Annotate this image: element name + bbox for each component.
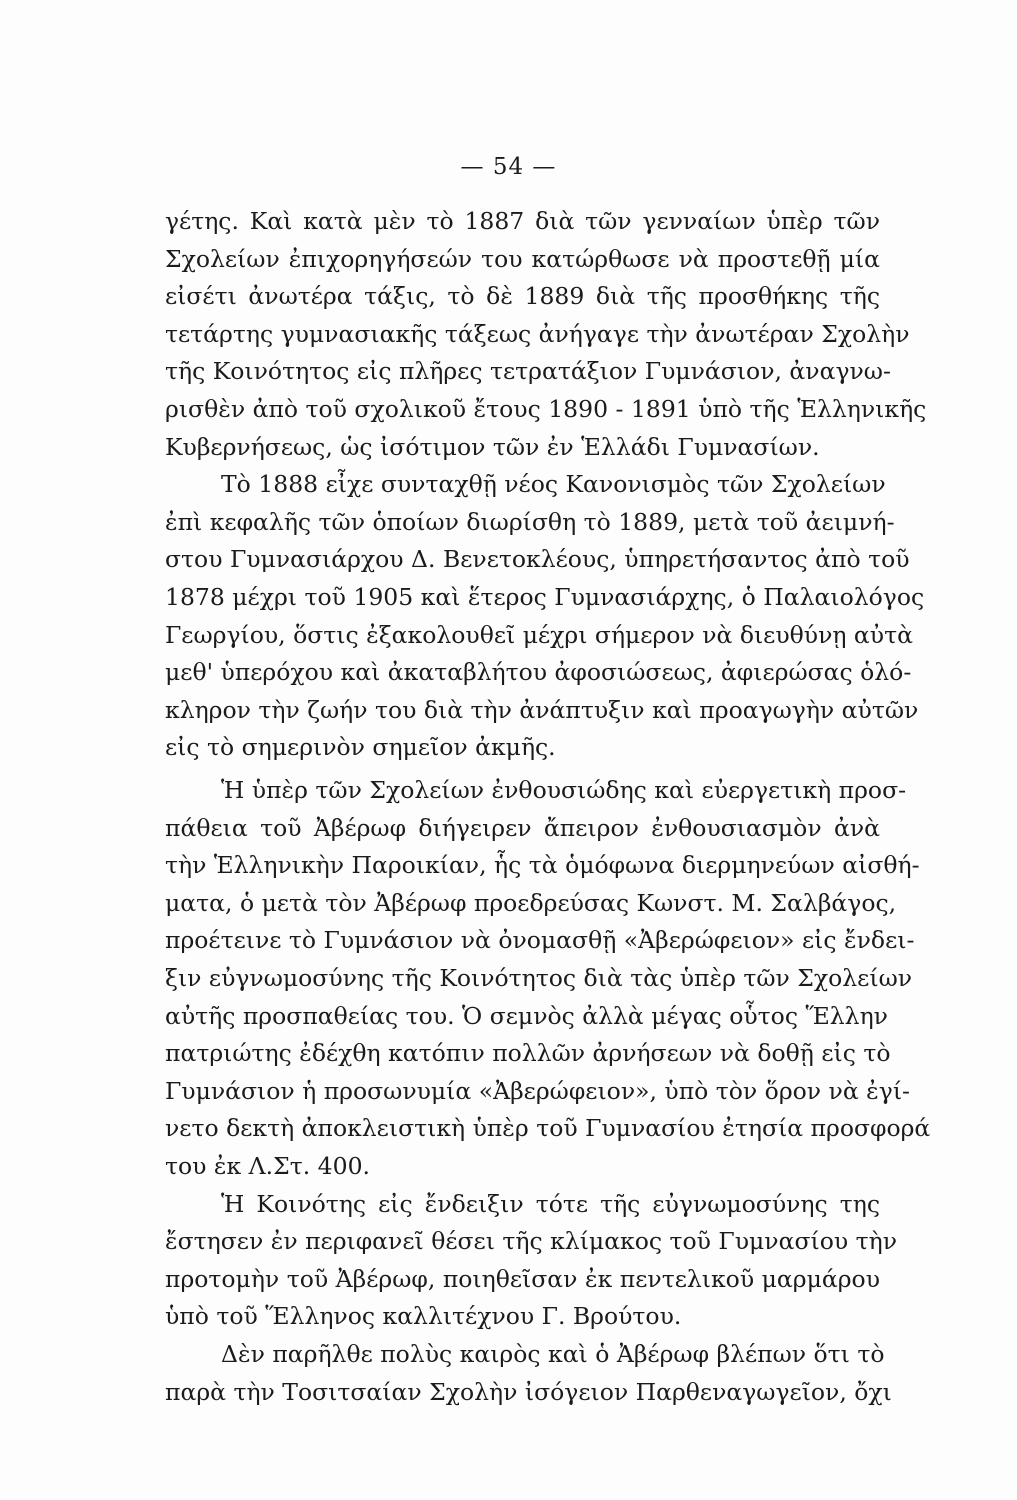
text-line: 1878 μέχρι τοῦ 1905 καὶ ἕτερος Γυμνασιάρχης, ὁ Παλαιολόγος: [165, 582, 925, 611]
text-line: τῆς Κοινότητος εἰς πλῆρες τετρατάξιον Γυμνάσιον, ἀναγνω-: [165, 357, 891, 386]
text-line: γέτης. Καὶ κατὰ μὲν τὸ 1887 διὰ τῶν γενναίων ὑπὲρ τῶν: [165, 207, 880, 235]
text-line: μεθ' ὑπερόχου καὶ ἀκαταβλήτου ἀφοσιώσεως, ἀφιερώσας ὁλό-: [165, 658, 912, 687]
text-line: τὴν Ἑλληνικὴν Παροικίαν, ἧς τὰ ὁμόφωνα διερμηνεύων αἰσθή-: [165, 851, 920, 880]
paragraph-group-1: [165, 203, 927, 767]
text-line: προτομὴν τοῦ Ἀβέρωφ, ποιηθεῖσαν ἐκ πεντελικοῦ μαρμάρου: [165, 1264, 880, 1293]
text-line: Δὲν παρῆλθε πολὺς καιρὸς καὶ ὁ Ἀβέρωφ βλέπων ὅτι τὸ: [221, 1339, 885, 1368]
text-line: ρισθὲν ἀπὸ τοῦ σχολικοῦ ἔτους 1890 - 1891 ὑπὸ τῆς Ἑλληνικῆς: [165, 394, 927, 423]
text-line: Ἡ Κοινότης εἰς ἔνδειξιν τότε τῆς εὐγνωμοσύνης της: [221, 1189, 880, 1218]
text-line: Σχολείων ἐπιχορηγήσεών του κατώρθωσε νὰ προστεθῇ μία: [165, 244, 880, 273]
text-line: ὑπὸ τοῦ Ἕλληνος καλλιτέχνου Γ. Βρούτου.: [165, 1302, 682, 1331]
text-line: ἐπὶ κεφαλῆς τῶν ὁποίων διωρίσθη τὸ 1889, μετὰ τοῦ ἀειμνή-: [165, 507, 895, 536]
text-line: ἔστησεν ἐν περιφανεῖ θέσει τῆς κλίμακος τοῦ Γυμνασίου τὴν: [165, 1227, 897, 1256]
text-line: προέτεινε τὸ Γυμνάσιον νὰ ὀνομασθῇ «Ἀβερώφειον» εἰς ἔνδει-: [165, 926, 915, 955]
text-line: Ἡ ὑπὲρ τῶν Σχολείων ἐνθουσιώδης καὶ εὐεργετικὴ προσ-: [221, 776, 907, 804]
page-number: — 54 —: [460, 154, 557, 180]
text-line: εἰς τὸ σημερινὸν σημεῖον ἀκμῆς.: [165, 733, 556, 762]
text-line: πάθεια τοῦ Ἀβέρωφ διήγειρεν ἄπειρον ἐνθουσιασμὸν ἀνὰ: [165, 813, 880, 842]
text-line: στου Γυμνασιάρχου Δ. Βενετοκλέους, ὑπηρετήσαντος ἀπὸ τοῦ: [165, 545, 910, 574]
text-line: του ἐκ Λ.Στ. 400.: [165, 1151, 370, 1180]
text-line: Τὸ 1888 εἶχε συνταχθῇ νέος Κανονισμὸς τῶν Σχολείων: [221, 470, 886, 499]
text-line: Γυμνάσιον ἡ προσωνυμία «Ἀβερώφειον», ὑπὸ τὸν ὅρον νὰ ἐγί-: [165, 1076, 910, 1105]
text-line: ξιν εὐγνωμοσύνης τῆς Κοινότητος διὰ τὰς ὑπὲρ τῶν Σχολείων: [165, 963, 913, 992]
text-line: τετάρτης γυμνασιακῆς τάξεως ἀνήγαγε τὴν ἀνωτέραν Σχολὴν: [165, 319, 910, 348]
text-line: εἰσέτι ἀνωτέρα τάξις, τὸ δὲ 1889 διὰ τῆς προσθήκης τῆς: [165, 282, 880, 311]
text-line: αὐτῆς προσπαθείας του. Ὁ σεμνὸς ἀλλὰ μέγας οὗτος Ἕλλην: [165, 1001, 888, 1030]
text-line: ματα, ὁ μετὰ τὸν Ἀβέρωφ προεδρεύσας Κωνστ. Μ. Σαλβάγος,: [165, 888, 897, 917]
text-line: κληρον τὴν ζωήν του διὰ τὴν ἀνάπτυξιν καὶ προαγωγὴν αὐτῶν: [165, 695, 919, 724]
text-line: πατριώτης ἐδέχθη κατόπιν πολλῶν ἀρνήσεων νὰ δοθῇ εἰς τὸ: [165, 1039, 891, 1068]
text-line: Γεωργίου, ὅστις ἐξακολουθεῖ μέχρι σήμερον νὰ διευθύνῃ αὐτὰ: [165, 620, 913, 649]
paragraph-group-2: [165, 772, 931, 1411]
text-line: Κυβερνήσεως, ὡς ἰσότιμον τῶν ἐν Ἑλλάδι Γυμνασίων.: [165, 432, 820, 461]
text-line: νετο δεκτὴ ἀποκλειστικὴ ὑπὲρ τοῦ Γυμνασίου ἐτησία προσφορά: [165, 1114, 931, 1143]
text-line: παρὰ τὴν Τοσιτσαίαν Σχολὴν ἰσόγειον Παρθεναγωγεῖον, ὄχι: [165, 1377, 892, 1406]
